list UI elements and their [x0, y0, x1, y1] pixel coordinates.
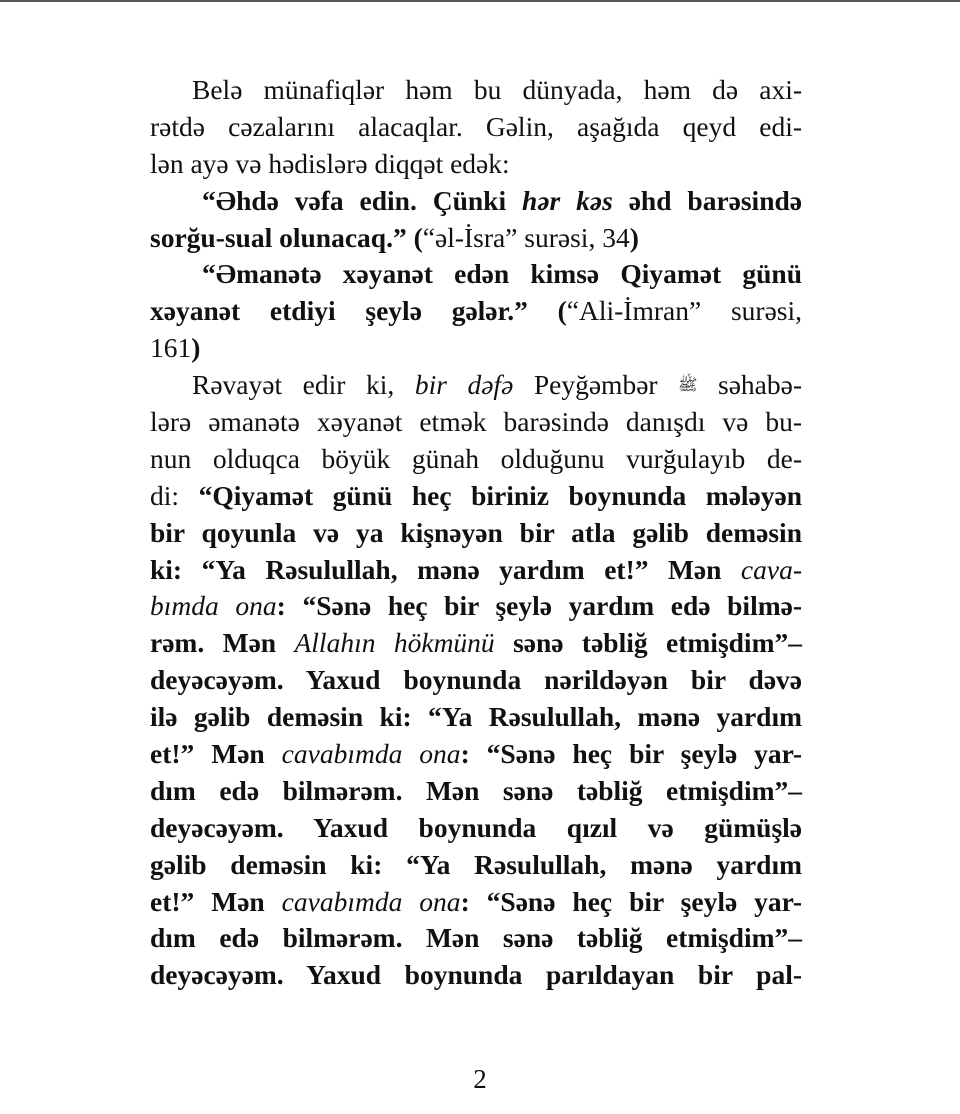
hadith-text: “Qiyamət günü heç biriniz boynunda mələyən [198, 479, 803, 511]
paragraph-2-line-15 [150, 884, 802, 921]
paragraph-2-line-8 [150, 625, 802, 662]
text: Rəvayət edir ki, [192, 369, 415, 401]
hadith-text: bir qoyunla və ya kişnəyən bir atla gəlib deməsin [150, 516, 802, 548]
text: rətdə cəzalarını alacaqlar. Gəlin, aşağıda qeyd edi- [150, 110, 802, 142]
hadith-text: et!” Mən [150, 738, 282, 770]
hadith-text: deyəcəyəm. Yaxud boynunda qızıl və gümüşlə [150, 811, 802, 843]
text: Belə münafiqlər həm bu dünyada, həm də axi- [192, 74, 802, 105]
quote-2-line-1 [150, 256, 802, 293]
paragraph-2-line-1 [150, 367, 802, 404]
top-border [0, 0, 960, 2]
emphasis: bir dəfə [414, 369, 514, 401]
text: səhabə- [697, 369, 802, 401]
hadith-text: : “Sənə heç bir şeylə yardım edə bilmə- [276, 590, 802, 622]
paragraph-2-line-6 [150, 552, 802, 589]
quote-2-line-2 [150, 293, 802, 330]
quote-text: əhd barəsində [612, 184, 802, 216]
page-body [150, 72, 802, 994]
hadith-text: gəlib deməsin ki: “Ya Rəsulullah, mənə yardım [150, 848, 802, 880]
paragraph-2-line-2 [150, 404, 802, 441]
quran-reference: 161 [150, 332, 192, 364]
paragraph-2-line-4 [150, 478, 802, 515]
page-number: 2 [473, 1064, 487, 1094]
hadith-text: ki: “Ya Rəsulullah, mənə yardım et!” Mən [150, 553, 741, 585]
paragraph-2-line-5 [150, 515, 802, 552]
paragraph-2-line-12 [150, 773, 802, 810]
hadith-text: et!” Mən [150, 885, 282, 917]
text: lən ayə və hədislərə diqqət edək: [150, 147, 510, 179]
paren: ) [191, 332, 201, 364]
paragraph-1-line-3 [150, 146, 802, 183]
hadith-text: ilə gəlib deməsin ki: “Ya Rəsulullah, mənə yardım [150, 701, 802, 733]
quote-text: “Əmanətə xəyanət edən kimsə Qiyamət günü [202, 258, 802, 290]
quran-reference: “Ali-İmran” surəsi, [566, 295, 803, 327]
hadith-text: deyəcəyəm. Yaxud boynunda nərildəyən bir dəvə [150, 664, 802, 696]
quote-text: sorğu-sual olunacaq.” [150, 221, 407, 253]
paragraph-2-line-9 [150, 662, 802, 699]
hadith-text: deyəcəyəm. Yaxud boynunda parıldayan bir pal- [150, 959, 802, 991]
quran-reference: “əl-İsra” surəsi, 34 [422, 221, 630, 253]
quote-2-line-3 [150, 330, 802, 367]
emphasis: cava- [740, 553, 802, 585]
text: lərə əmanətə xəyanət etmək barəsində danışdı və bu- [150, 406, 802, 438]
paragraph-1-line-1 [150, 72, 802, 109]
text: Peyğəmbər [513, 369, 679, 401]
paragraph-2-line-3 [150, 441, 802, 478]
hadith-text: : “Sənə heç bir şeylə yar- [460, 885, 803, 917]
emphasis: Allahın hökmünü [294, 627, 495, 659]
paren: ( [527, 295, 567, 327]
paragraph-2-line-13 [150, 810, 802, 847]
text: nun olduqca böyük günah olduğunu vurğulayıb de- [150, 442, 802, 474]
paren: ) [629, 221, 639, 253]
paren: ( [406, 221, 423, 253]
paragraph-2-line-11 [150, 736, 802, 773]
hadith-text: rəm. Mən [150, 627, 295, 659]
emphasis: bımda ona [150, 590, 277, 622]
quote-text: “Əhdə vəfa edin. Çünki [202, 184, 523, 216]
hadith-text: : “Sənə heç bir şeylə yar- [460, 738, 803, 770]
salawat-icon: ﷺ [678, 375, 698, 395]
emphasis: cavabımda ona [281, 738, 461, 770]
hadith-text: dım edə bilmərəm. Mən sənə təbliğ etmişdim”– [150, 774, 802, 806]
paragraph-2-line-10 [150, 699, 802, 736]
paragraph-2-line-17 [150, 957, 802, 994]
quote-emphasis: hər kəs [522, 184, 613, 216]
quote-1-line-1 [150, 183, 802, 220]
emphasis: cavabımda ona [281, 885, 461, 917]
paragraph-1-line-2 [150, 109, 802, 146]
quote-1-line-2 [150, 220, 802, 257]
quote-text: xəyanət etdiyi şeylə gələr.” [150, 295, 528, 327]
hadith-text: dım edə bilmərəm. Mən sənə təbliğ etmişdim”– [150, 922, 802, 954]
text: di: [150, 479, 199, 511]
paragraph-2-line-7 [150, 588, 802, 625]
hadith-text: sənə təbliğ etmişdim”– [494, 627, 802, 659]
paragraph-2-line-14 [150, 847, 802, 884]
paragraph-2-line-16 [150, 920, 802, 957]
